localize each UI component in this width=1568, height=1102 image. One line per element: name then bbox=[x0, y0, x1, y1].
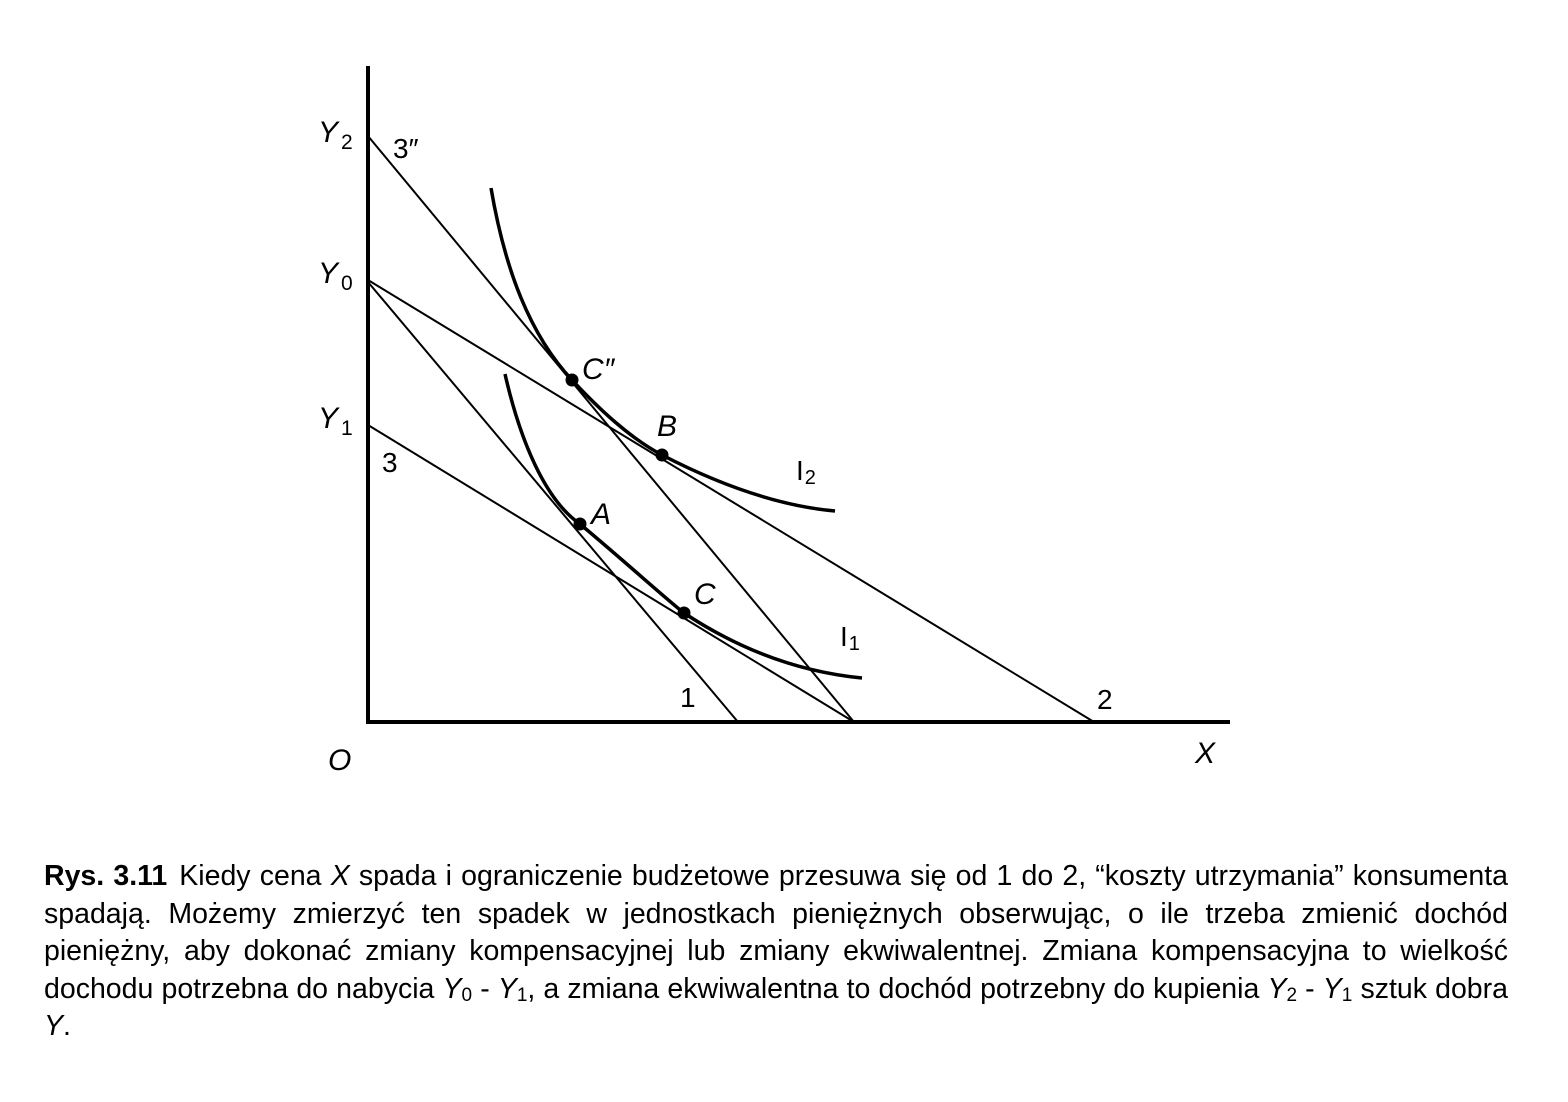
point-a bbox=[574, 518, 587, 531]
line-1-label: 1 bbox=[680, 682, 696, 713]
point-c bbox=[678, 607, 691, 620]
figure-caption: Rys. 3.11 Kiedy cena X spada i ograniczenie budżetowe przesuwa się od 1 do 2, “koszty utrzymania” konsumenta spadają. Możemy zmierzyć ten spadek w jednostkach pieniężnych obserwując, o ile trzeba zmienić dochód pieniężny, aby dokonać zmiany kompensacyjnej lub zmiany ekwiwalentnej. Zmiana kompensacyjna to wielkość dochodu potrzebna do nabycia $Y_0 - Y_1$, a zmiana ekwiwalentna to dochód potrzebny do kupienia $Y_2 - Y_1$ sztuk dobra Y. bbox=[44, 860, 1509, 1042]
curve-i2-label: I2 bbox=[796, 455, 816, 489]
point-b-label: B bbox=[657, 410, 678, 443]
budget-line-3pp bbox=[368, 136, 854, 722]
curve-i1-label: I1 bbox=[840, 621, 860, 655]
line-3-label: 3 bbox=[382, 447, 398, 478]
point-cpp bbox=[566, 374, 579, 387]
indifference-curve-i1 bbox=[505, 374, 862, 678]
indifference-curve-i2 bbox=[491, 188, 835, 511]
point-c-label: C bbox=[694, 578, 716, 611]
y0-label: Y $_0$ bbox=[318, 257, 353, 295]
point-a-label: A bbox=[591, 498, 612, 531]
y2-label: Y $_2$ bbox=[318, 116, 353, 154]
x-axis-label: X bbox=[1195, 737, 1216, 770]
caption-number: Rys. 3.11 bbox=[44, 860, 168, 892]
point-b bbox=[656, 449, 669, 462]
point-cpp-label: C″ bbox=[582, 353, 615, 386]
y1-label: Y $_1$ bbox=[318, 402, 353, 440]
budget-line-1 bbox=[368, 282, 738, 722]
origin-label: O bbox=[328, 744, 352, 777]
line-3pp-label: 3″ bbox=[393, 133, 419, 164]
budget-line-2 bbox=[368, 280, 1094, 722]
budget-line-3 bbox=[368, 425, 854, 722]
line-2-label: 2 bbox=[1097, 684, 1113, 715]
